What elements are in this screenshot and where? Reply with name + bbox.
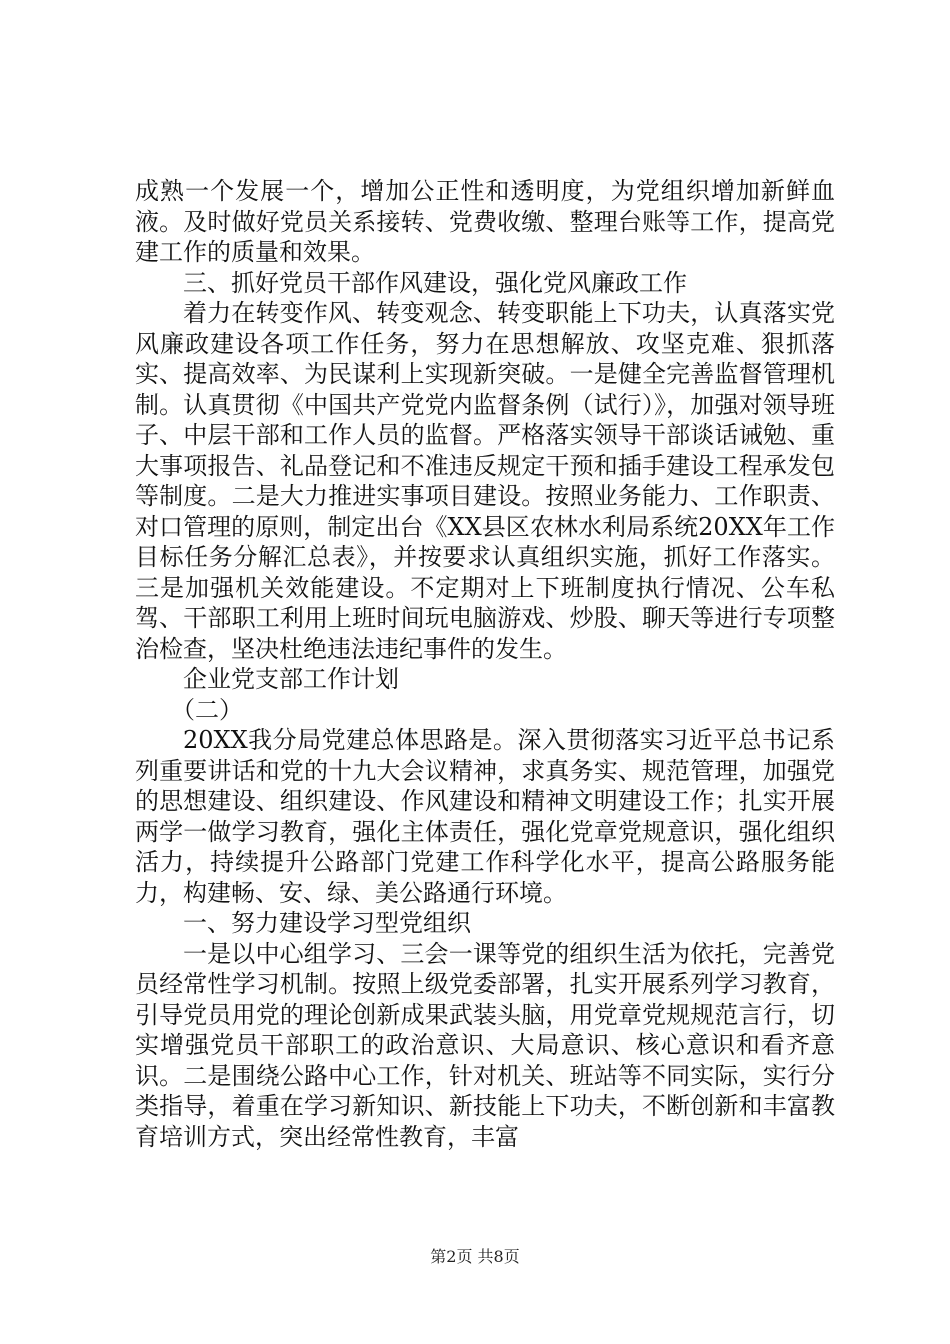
paragraph: 一是以中心组学习、三会一课等党的组织生活为依托，完善党员经常性学习机制。按照上级党委部署，扎实开展系列学习教育，引导党员用党的理论创新成果武装头脑，用党章党规规范言行，切实增强党员干部职工的政治意识、大局意识、核心意识和看齐意识。二是围绕公路中心工作，针对机关、班站等不同实际，实行分类指导，着重在学习新知识、新技能上下功夫，不断创新和丰富教育培训方式，突出经常性教育，丰富: [135, 939, 835, 1151]
paragraph: 20XX我分局党建总体思路是。深入贯彻落实习近平总书记系列重要讲话和党的十九大会议精神，求真务实、规范管理，加强党的思想建设、组织建设、作风建设和精神文明建设工作；扎实开展两学一做学习教育，强化主体责任，强化党章党规意识，强化组织活力，持续提升公路部门党建工作科学化水平，提高公路服务能力，构建畅、安、绿、美公路通行环境。: [135, 726, 835, 907]
section-number: （二）: [171, 695, 243, 724]
document-subtitle: 企业党支部工作计划: [183, 665, 399, 693]
section-heading-1: 一、努力建设学习型党组织: [183, 909, 471, 937]
document-body: [135, 176, 835, 1152]
section-heading-3: 三、抓好党员干部作风建设，强化党风廉政工作: [183, 268, 687, 297]
page-number: 第2页 共8页: [430, 1247, 520, 1266]
paragraph-continuation: 成熟一个发展一个，增加公正性和透明度，为党组织增加新鲜血液。及时做好党员关系接转、党费收缴、整理台账等工作，提高党建工作的质量和效果。: [135, 177, 835, 266]
paragraph: 着力在转变作风、转变观念、转变职能上下功夫，认真落实党风廉政建设各项工作任务，努力在思想解放、攻坚克难、狠抓落实、提高效率、为民谋利上实现新突破。一是健全完善监督管理机制。认真贯彻《中国共产党党内监督条例（试行）》，加强对领导班子、中层干部和工作人员的监督。严格落实领导干部谈话诫勉、重大事项报告、礼品登记和不准违反规定干预和插手建设工程承发包等制度。二是大力推进实事项目建设。按照业务能力、工作职责、对口管理的原则，制定出台《XX县区农林水利局系统20XX年工作目标任务分解汇总表》，并按要求认真组织实施，抓好工作落实。三是加强机关效能建设。不定期对上下班制度执行情况、公车私驾、干部职工利用上班时间玩电脑游戏、炒股、聊天等进行专项整治检查，坚决杜绝违法违纪事件的发生。: [135, 299, 835, 663]
